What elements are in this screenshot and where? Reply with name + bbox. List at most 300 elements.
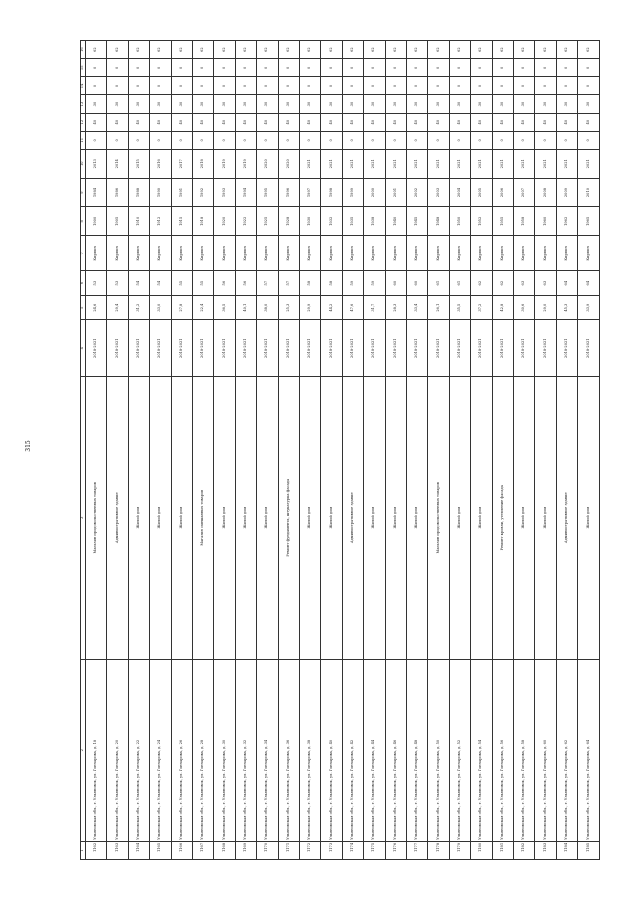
table-cell: Кирпич xyxy=(514,236,535,271)
table-cell: 62 xyxy=(449,41,470,59)
table-cell: 1955 xyxy=(492,207,513,236)
table-cell: 2018-2021 xyxy=(192,320,213,377)
table-cell: Кирпич xyxy=(578,236,600,271)
table-cell: 63 xyxy=(535,271,556,296)
table-cell: Ульяновская обл., г. Ульяновск, ул. Гончарова, д. 46 xyxy=(385,659,406,841)
table-cell: 24,6 xyxy=(85,295,106,320)
table-cell: 1172 xyxy=(299,841,320,859)
table-cell: 40,1 xyxy=(235,295,256,320)
table-cell: 53 xyxy=(85,271,106,296)
table-cell: 1915 xyxy=(171,207,192,236)
table-cell: 2018-2021 xyxy=(150,320,171,377)
table-cell: Кирпич xyxy=(214,236,235,271)
table-cell: 33,9 xyxy=(578,295,600,320)
table-row xyxy=(364,41,385,860)
table-cell: Магазин продовольственных товаров xyxy=(428,376,449,659)
table-cell: 0 xyxy=(407,77,428,95)
table-row xyxy=(407,41,428,860)
table-cell: 30 xyxy=(364,95,385,113)
table-cell: 62 xyxy=(578,41,600,59)
table-cell: 62 xyxy=(492,271,513,296)
table-cell: 1171 xyxy=(278,841,299,859)
table-cell: Жилой дом xyxy=(299,376,320,659)
table-cell: 0 xyxy=(214,131,235,149)
column-header: 4 xyxy=(81,320,86,377)
table-cell: Кирпич xyxy=(257,236,278,271)
table-cell: 30 xyxy=(321,95,342,113)
table-cell: Кирпич xyxy=(171,236,192,271)
table-cell: 62 xyxy=(128,41,149,59)
table-cell: 30 xyxy=(535,95,556,113)
table-cell: 2021 xyxy=(385,149,406,178)
table-cell: 2019 xyxy=(235,149,256,178)
table-cell: 40 xyxy=(449,113,470,131)
table-cell: Ульяновская обл., г. Ульяновск, ул. Гончарова, д. 24 xyxy=(150,659,171,841)
table-cell: 62 xyxy=(471,41,492,59)
table-cell: 1183 xyxy=(535,841,556,859)
table-cell: Жилой дом xyxy=(535,376,556,659)
table-cell: Кирпич xyxy=(428,236,449,271)
table-cell: Ульяновская обл., г. Ульяновск, ул. Гончарова, д. 64 xyxy=(578,659,600,841)
table-cell: Жилой дом xyxy=(214,376,235,659)
table-cell: 28,3 xyxy=(385,295,406,320)
table-cell: 2018-2021 xyxy=(428,320,449,377)
table-cell: 40 xyxy=(235,113,256,131)
table-cell: 1170 xyxy=(257,841,278,859)
table-cell: 2021 xyxy=(449,149,470,178)
table-cell: 30 xyxy=(428,95,449,113)
table-cell: 22,4 xyxy=(192,295,213,320)
table-cell: 64 xyxy=(578,271,600,296)
table-cell: 62 xyxy=(85,41,106,59)
table-cell: 2018-2021 xyxy=(492,320,513,377)
table-cell: 0 xyxy=(471,131,492,149)
table-cell: Магазин смешанных товаров xyxy=(192,376,213,659)
table-cell: 62 xyxy=(192,41,213,59)
table-cell: 31,7 xyxy=(364,295,385,320)
table-cell: 1900 xyxy=(85,207,106,236)
table-cell: Кирпич xyxy=(150,236,171,271)
table-row xyxy=(235,41,256,860)
table-cell: 0 xyxy=(342,59,363,77)
table-cell: 30 xyxy=(278,95,299,113)
table-cell: 57 xyxy=(278,271,299,296)
table-cell: 2021 xyxy=(556,149,577,178)
column-header: 15 xyxy=(81,59,86,77)
table-cell: 0 xyxy=(85,59,106,77)
table-cell: 0 xyxy=(492,59,513,77)
table-row xyxy=(492,41,513,860)
table-cell: 30 xyxy=(514,95,535,113)
table-cell: 0 xyxy=(128,59,149,77)
table-cell: 2021 xyxy=(492,149,513,178)
table-cell: 1920 xyxy=(214,207,235,236)
table-cell: Кирпич xyxy=(85,236,106,271)
table-cell: 1958 xyxy=(514,207,535,236)
table-cell: 0 xyxy=(492,77,513,95)
table-cell: 2018-2021 xyxy=(471,320,492,377)
table-cell: 62 xyxy=(235,41,256,59)
table-cell: 0 xyxy=(449,59,470,77)
table-cell: 0 xyxy=(364,131,385,149)
table-cell: 0 xyxy=(385,59,406,77)
table-cell: 1925 xyxy=(257,207,278,236)
table-row xyxy=(85,41,106,860)
table-cell: Административное здание xyxy=(342,376,363,659)
table-cell: 1932 xyxy=(321,207,342,236)
table-row xyxy=(321,41,342,860)
table-cell: 1940 xyxy=(385,207,406,236)
table-cell: 2018-2021 xyxy=(257,320,278,377)
table-cell: 27,8 xyxy=(171,295,192,320)
table-cell: Ульяновская обл., г. Ульяновск, ул. Гончарова, д. 58 xyxy=(514,659,535,841)
table-cell: 0 xyxy=(428,59,449,77)
table-cell: 1990 xyxy=(150,178,171,207)
table-cell: 62 xyxy=(278,41,299,59)
table-cell: 0 xyxy=(556,77,577,95)
table-cell: 0 xyxy=(578,77,600,95)
table-cell: 0 xyxy=(578,131,600,149)
table-cell: Ремонт фундамента, штукатурка фасада xyxy=(278,376,299,659)
table-cell: 45,3 xyxy=(556,295,577,320)
table-cell: 1176 xyxy=(385,841,406,859)
table-cell: Кирпич xyxy=(535,236,556,271)
table-cell: 0 xyxy=(299,77,320,95)
table-cell: 0 xyxy=(407,59,428,77)
table-cell: 40 xyxy=(85,113,106,131)
table-cell: 0 xyxy=(214,77,235,95)
table-cell: 62 xyxy=(492,41,513,59)
table-cell: 40 xyxy=(128,113,149,131)
table-cell: Кирпич xyxy=(321,236,342,271)
table-cell: 40 xyxy=(299,113,320,131)
table-cell: 47,6 xyxy=(342,295,363,320)
table-cell: 1179 xyxy=(449,841,470,859)
table-cell: Ульяновская обл., г. Ульяновск, ул. Гончарова, д. 56 xyxy=(492,659,513,841)
table-cell: 2021 xyxy=(514,149,535,178)
column-header: 13 xyxy=(81,95,86,113)
table-cell: 61 xyxy=(449,271,470,296)
table-cell: Ульяновская обл., г. Ульяновск, ул. Гончарова, д. 18 xyxy=(85,659,106,841)
table-cell: 0 xyxy=(342,131,363,149)
table-cell: 30 xyxy=(299,95,320,113)
table-cell: 2018-2021 xyxy=(171,320,192,377)
table-cell: 0 xyxy=(85,77,106,95)
column-header: 9 xyxy=(81,178,86,207)
table-cell: 30 xyxy=(471,95,492,113)
table-cell: 38,0 xyxy=(257,295,278,320)
table-cell: 40 xyxy=(150,113,171,131)
table-cell: 0 xyxy=(107,131,128,149)
table-cell: 40 xyxy=(257,113,278,131)
table-cell: 0 xyxy=(171,77,192,95)
table-cell: 1988 xyxy=(128,178,149,207)
table-cell: 30 xyxy=(171,95,192,113)
table-cell: 1922 xyxy=(235,207,256,236)
table-cell: 61 xyxy=(428,271,449,296)
column-header: 2 xyxy=(81,659,86,841)
table-cell: 60 xyxy=(407,271,428,296)
table-cell: 1935 xyxy=(342,207,363,236)
column-header: 11 xyxy=(81,131,86,149)
table-cell: 62 xyxy=(428,41,449,59)
table-cell: 0 xyxy=(107,77,128,95)
table-cell: 0 xyxy=(235,131,256,149)
table-cell: 0 xyxy=(535,131,556,149)
column-header: 7 xyxy=(81,236,86,271)
table-cell: 31,2 xyxy=(128,295,149,320)
table-cell: 1174 xyxy=(342,841,363,859)
table-cell: 1965 xyxy=(578,207,600,236)
table-cell: 1184 xyxy=(556,841,577,859)
table-cell: 1167 xyxy=(192,841,213,859)
table-cell: 1952 xyxy=(471,207,492,236)
table-cell: 62 xyxy=(171,41,192,59)
table-cell: 30 xyxy=(85,95,106,113)
table-cell: 29,9 xyxy=(299,295,320,320)
table-cell: 1994 xyxy=(235,178,256,207)
table-cell: 1177 xyxy=(407,841,428,859)
table-cell: 2018-2021 xyxy=(128,320,149,377)
table-cell: Ульяновская обл., г. Ульяновск, ул. Гончарова, д. 22 xyxy=(128,659,149,841)
table-cell: 1905 xyxy=(107,207,128,236)
table-cell: 2018-2021 xyxy=(535,320,556,377)
table-cell: 0 xyxy=(278,59,299,77)
table-cell: 40 xyxy=(407,113,428,131)
table-cell: 0 xyxy=(214,59,235,77)
table-cell: 30 xyxy=(257,95,278,113)
table-cell: Кирпич xyxy=(107,236,128,271)
table-cell: 30 xyxy=(407,95,428,113)
table-cell: 62 xyxy=(385,41,406,59)
table-cell: 30 xyxy=(150,95,171,113)
table-cell: Жилой дом xyxy=(128,376,149,659)
column-header: 14 xyxy=(81,77,86,95)
table-cell: Ульяновская обл., г. Ульяновск, ул. Гончарова, д. 20 xyxy=(107,659,128,841)
table-cell: 36,5 xyxy=(214,295,235,320)
table-cell: 0 xyxy=(150,59,171,77)
table-cell: 2021 xyxy=(407,149,428,178)
table-cell: 2018-2021 xyxy=(321,320,342,377)
table-cell: 0 xyxy=(428,131,449,149)
table-cell: 40 xyxy=(556,113,577,131)
table-cell: 1995 xyxy=(257,178,278,207)
table-cell: 0 xyxy=(192,131,213,149)
table-cell: 2018-2021 xyxy=(107,320,128,377)
table-cell: 2004 xyxy=(449,178,470,207)
table-cell: 2018 xyxy=(192,149,213,178)
table-cell: 62 xyxy=(107,41,128,59)
table-cell: 0 xyxy=(235,77,256,95)
table-row xyxy=(299,41,320,860)
table-cell: 0 xyxy=(407,131,428,149)
table-cell: 0 xyxy=(235,59,256,77)
table-cell: 37,2 xyxy=(471,295,492,320)
table-cell: 30 xyxy=(385,95,406,113)
table-cell: 35,5 xyxy=(449,295,470,320)
table-row xyxy=(535,41,556,860)
table-cell: 62 xyxy=(556,41,577,59)
table-cell: Ульяновская обл., г. Ульяновск, ул. Гончарова, д. 44 xyxy=(364,659,385,841)
table-cell: 40 xyxy=(192,113,213,131)
table-cell: 40 xyxy=(514,113,535,131)
column-header: 5 xyxy=(81,295,86,320)
table-cell: 29,4 xyxy=(107,295,128,320)
table-cell: 2018-2021 xyxy=(235,320,256,377)
table-cell: 0 xyxy=(299,59,320,77)
table-cell: 0 xyxy=(449,77,470,95)
table-row xyxy=(214,41,235,860)
table-row xyxy=(107,41,128,860)
table-cell: 2007 xyxy=(514,178,535,207)
register-table-wrapper xyxy=(80,40,600,860)
table-cell: 2010 xyxy=(578,178,600,207)
column-header: 10 xyxy=(81,149,86,178)
table-cell: 62 xyxy=(342,41,363,59)
table-cell: Административное здание xyxy=(107,376,128,659)
table-cell: 62 xyxy=(514,41,535,59)
table-cell: 60 xyxy=(385,271,406,296)
table-cell: 1185 xyxy=(578,841,600,859)
table-cell: Кирпич xyxy=(235,236,256,271)
table-cell: 0 xyxy=(278,131,299,149)
table-cell: 0 xyxy=(535,77,556,95)
table-cell: 0 xyxy=(257,59,278,77)
table-cell: 54 xyxy=(150,271,171,296)
table-cell: 62 xyxy=(321,41,342,59)
table-cell: 1948 xyxy=(428,207,449,236)
table-cell: 2021 xyxy=(578,149,600,178)
table-cell: Кирпич xyxy=(407,236,428,271)
table-cell: Ульяновская обл., г. Ульяновск, ул. Гончарова, д. 60 xyxy=(535,659,556,841)
table-cell: 1169 xyxy=(235,841,256,859)
table-cell: Ульяновская обл., г. Ульяновск, ул. Гончарова, д. 32 xyxy=(235,659,256,841)
table-cell: 62 xyxy=(471,271,492,296)
table-cell: 30 xyxy=(107,95,128,113)
table-cell: 2021 xyxy=(535,149,556,178)
table-row xyxy=(428,41,449,860)
table-cell: Жилой дом xyxy=(471,376,492,659)
table-cell: 1945 xyxy=(407,207,428,236)
table-cell: 0 xyxy=(85,131,106,149)
table-cell: 0 xyxy=(192,59,213,77)
table-cell: 1910 xyxy=(128,207,149,236)
table-cell: 40 xyxy=(107,113,128,131)
table-cell: 0 xyxy=(364,77,385,95)
table-cell: 0 xyxy=(257,131,278,149)
table-cell: Жилой дом xyxy=(364,376,385,659)
table-cell: 0 xyxy=(578,59,600,77)
table-row xyxy=(556,41,577,860)
table-cell: 33,4 xyxy=(407,295,428,320)
table-cell: Жилой дом xyxy=(171,376,192,659)
table-cell: 2006 xyxy=(492,178,513,207)
table-cell: Жилой дом xyxy=(257,376,278,659)
table-cell: 2000 xyxy=(364,178,385,207)
table-cell: 1162 xyxy=(85,841,106,859)
table-cell: 0 xyxy=(471,59,492,77)
table-cell: 30 xyxy=(214,95,235,113)
table-cell: 29,0 xyxy=(535,295,556,320)
table-cell: Административное здание xyxy=(556,376,577,659)
table-cell: 1950 xyxy=(449,207,470,236)
table-cell: 40 xyxy=(171,113,192,131)
table-cell: 0 xyxy=(171,59,192,77)
table-cell: 2005 xyxy=(471,178,492,207)
table-cell: 2018-2021 xyxy=(578,320,600,377)
table-cell: 0 xyxy=(128,131,149,149)
column-header: 1 xyxy=(81,841,86,859)
table-cell: Кирпич xyxy=(128,236,149,271)
table-cell: Жилой дом xyxy=(407,376,428,659)
table-cell: Ульяновская обл., г. Ульяновск, ул. Гончарова, д. 28 xyxy=(192,659,213,841)
table-cell: 2021 xyxy=(299,149,320,178)
table-cell: 40 xyxy=(385,113,406,131)
table-cell: 40 xyxy=(578,113,600,131)
table-cell: 56 xyxy=(214,271,235,296)
table-cell: 0 xyxy=(385,77,406,95)
table-cell: 55 xyxy=(171,271,192,296)
table-cell: 40 xyxy=(278,113,299,131)
table-cell: 30 xyxy=(235,95,256,113)
table-cell: 1996 xyxy=(278,178,299,207)
table-cell: 30 xyxy=(192,95,213,113)
table-cell: 1998 xyxy=(321,178,342,207)
table-cell: 1181 xyxy=(492,841,513,859)
table-cell: 0 xyxy=(514,59,535,77)
table-cell: Жилой дом xyxy=(449,376,470,659)
table-cell: Ремонт кровли, утепление фасада xyxy=(492,376,513,659)
table-cell: Жилой дом xyxy=(150,376,171,659)
table-cell: Ульяновская обл., г. Ульяновск, ул. Гончарова, д. 50 xyxy=(428,659,449,841)
table-cell: 1960 xyxy=(535,207,556,236)
table-cell: 2018-2021 xyxy=(342,320,363,377)
table-cell: 2020 xyxy=(278,149,299,178)
table-row xyxy=(278,41,299,860)
table-cell: 58 xyxy=(321,271,342,296)
table-cell: 0 xyxy=(428,77,449,95)
table-cell: 59 xyxy=(364,271,385,296)
table-cell: 58 xyxy=(299,271,320,296)
column-header: 12 xyxy=(81,113,86,131)
column-header: 6 xyxy=(81,271,86,296)
table-cell: 40 xyxy=(342,113,363,131)
table-cell: 2013 xyxy=(85,149,106,178)
table-cell: 53 xyxy=(107,271,128,296)
table-cell: 0 xyxy=(492,131,513,149)
table-cell: 2018-2021 xyxy=(278,320,299,377)
table-cell: Ульяновская обл., г. Ульяновск, ул. Гончарова, д. 30 xyxy=(214,659,235,841)
table-cell: 2016 xyxy=(150,149,171,178)
table-cell: 2021 xyxy=(342,149,363,178)
table-cell: 63 xyxy=(514,271,535,296)
table-cell: 40 xyxy=(214,113,235,131)
table-row xyxy=(128,41,149,860)
table-cell: 1175 xyxy=(364,841,385,859)
table-cell: 2018-2021 xyxy=(85,320,106,377)
table-cell: Жилой дом xyxy=(321,376,342,659)
table-cell: 2018-2021 xyxy=(299,320,320,377)
table-cell: Кирпич xyxy=(471,236,492,271)
table-cell: 30,6 xyxy=(514,295,535,320)
table-cell: 2020 xyxy=(257,149,278,178)
table-cell: 0 xyxy=(514,77,535,95)
table-cell: 2003 xyxy=(428,178,449,207)
table-cell: 62 xyxy=(407,41,428,59)
table-cell: 0 xyxy=(535,59,556,77)
table-cell: 0 xyxy=(364,59,385,77)
table-cell: 2018-2021 xyxy=(407,320,428,377)
